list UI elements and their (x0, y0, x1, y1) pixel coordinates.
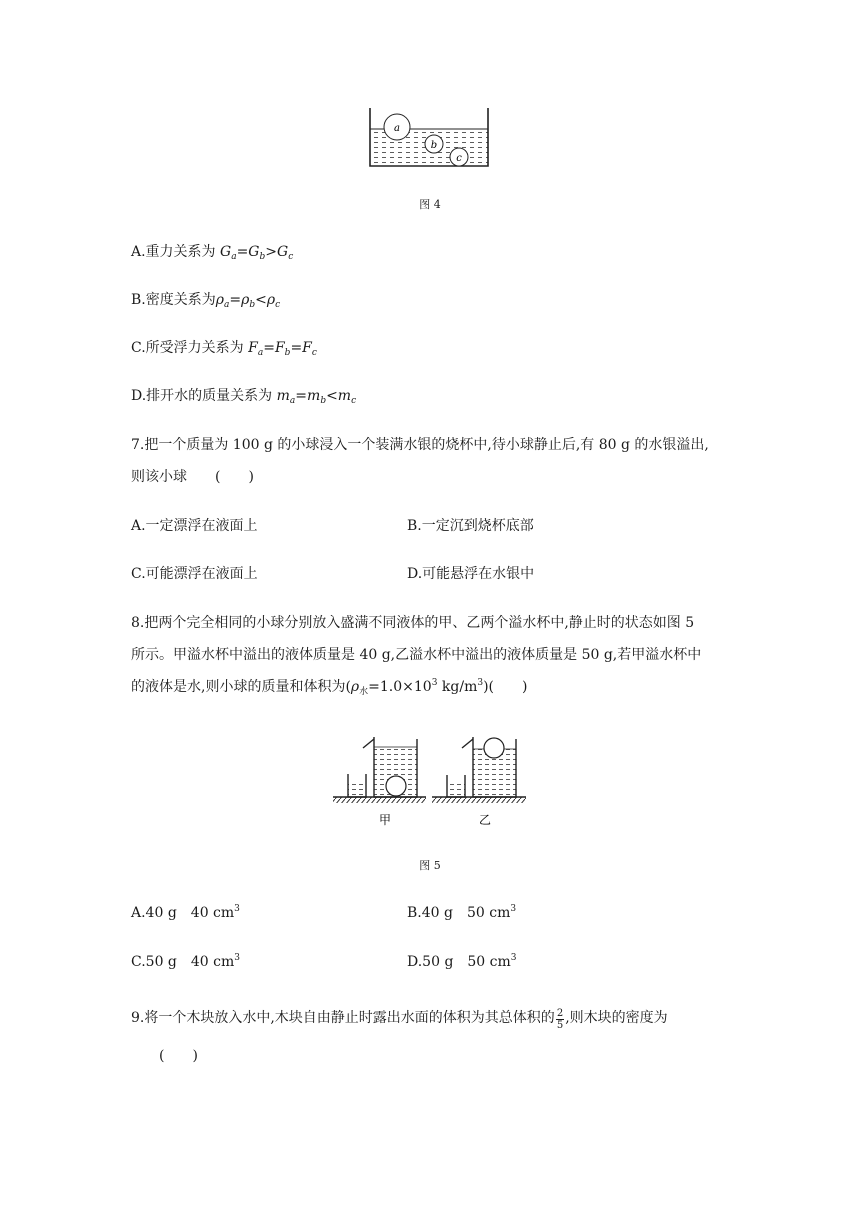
ground-right (432, 797, 526, 803)
q7-option-b: B.一定沉到烧杯底部 (407, 518, 534, 534)
q6-option-d: D.排开水的质量关系为 $m_a=m_b<m_c$ (131, 388, 357, 406)
q6-option-a: A.重力关系为 $G_a=G_b>G_c$ (131, 244, 294, 262)
ball-c-label: c (456, 153, 462, 164)
yi-small-cup-liquid (447, 784, 465, 797)
q6-option-b: B.密度关系为$\rho_a=\rho_b<\rho_c$ (131, 292, 281, 310)
jia-small-cup-liquid (348, 783, 366, 797)
yi-spout (462, 739, 473, 748)
q8-stem-line1: 8.把两个完全相同的小球分别放入盛满不同液体的甲、乙两个溢水杯中,静止时的状态如图 5 (131, 615, 695, 631)
figure-4-caption: 图 4 (419, 198, 441, 211)
yi-ball (484, 738, 504, 758)
q8-option-a: A.40 g 40 $cm^3$ (131, 904, 240, 921)
q6-option-c: C.所受浮力关系为 $F_a=F_b=F_c$ (131, 340, 317, 358)
q7-option-d: D.可能悬浮在水银中 (407, 566, 535, 582)
q9-stem-line1: 9.将一个木块放入水中,木块自由静止时露出水面的体积为其总体积的 $\frac{2}{5}$ ,则木块的密度为 (131, 1008, 668, 1031)
jia-spout (363, 739, 374, 748)
figure-4-diagram (365, 105, 495, 170)
q7-option-a: A.一定漂浮在液面上 (131, 518, 258, 534)
jia-ball (386, 776, 406, 796)
yi-label: 乙 (478, 813, 492, 827)
q7-stem-line2: 则该小球 ( ) (131, 469, 254, 485)
ball-a-label: a (394, 123, 400, 134)
q8-option-c: C.50 g 40 $cm^3$ (131, 953, 241, 970)
q8-option-b: B.40 g 50 $cm^3$ (407, 904, 517, 921)
q7-option-c: C.可能漂浮在液面上 (131, 566, 258, 582)
jia-label: 甲 (378, 813, 392, 827)
figure-5-caption: 图 5 (419, 859, 441, 872)
q9-stem-line2: ( ) (159, 1048, 198, 1064)
q8-stem-line3: 的液体是水,则小球的质量和体积为($\rho_水=1.0\times 10^3$ $kg/m^3$)( ) (131, 678, 528, 697)
q8-stem-line2: 所示。甲溢水杯中溢出的液体质量是 40 g,乙溢水杯中溢出的液体质量是 50 g,若甲溢水杯中 (131, 647, 702, 663)
q7-stem-line1: 7.把一个质量为 100 g 的小球浸入一个装满水银的烧杯中,待小球静止后,有 80 g 的水银溢出, (131, 437, 709, 453)
figure-5-diagram (330, 727, 530, 832)
ground-left (333, 797, 426, 803)
ball-b-label: b (430, 140, 438, 151)
q8-option-d: D.50 g 50 $cm^3$ (407, 953, 517, 970)
fraction-two-fifths: $\frac{2}{5}$ (556, 1008, 564, 1031)
